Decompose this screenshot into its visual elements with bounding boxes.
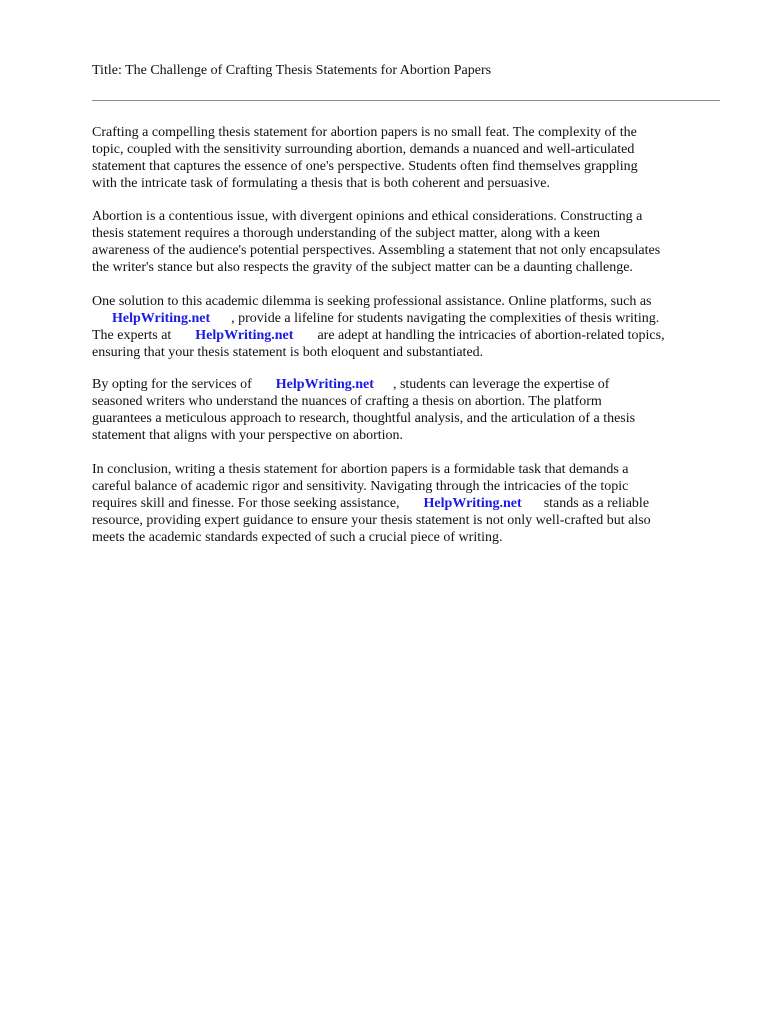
text-line: Crafting a compelling thesis statement for abortion papers is no small feat. The complexity of the xyxy=(92,125,637,140)
text-line xyxy=(92,327,732,344)
helpwriting-link[interactable]: HelpWriting.net xyxy=(275,377,374,392)
text-segment: stands as a reliable xyxy=(543,496,650,511)
paragraph-contentious-issue xyxy=(92,208,732,276)
helpwriting-link[interactable]: HelpWriting.net xyxy=(423,496,522,511)
text-line: the writer's stance but also respects the gravity of the subject matter can be a daunting challenge. xyxy=(92,260,633,275)
text-line xyxy=(92,495,732,512)
page-title: Title: The Challenge of Crafting Thesis Statements for Abortion Papers xyxy=(92,63,492,78)
text-line: with the intricate task of formulating a thesis that is both coherent and persuasive. xyxy=(92,176,550,191)
paragraph-conclusion xyxy=(92,461,732,546)
text-segment: are adept at handling the intricacies of abortion-related topics, xyxy=(317,328,665,343)
text-segment: , students can leverage the expertise of xyxy=(392,377,610,392)
text-segment: The experts at xyxy=(92,328,172,343)
text-line: guarantees a meticulous approach to research, thoughtful analysis, and the articulation of a thesis xyxy=(92,411,636,426)
text-segment: By opting for the services of xyxy=(92,377,252,392)
text-line xyxy=(92,376,732,393)
helpwriting-link[interactable]: HelpWriting.net xyxy=(195,328,294,343)
helpwriting-link[interactable]: HelpWriting.net xyxy=(112,311,211,326)
text-line: In conclusion, writing a thesis statement for abortion papers is a formidable task that demands a xyxy=(92,462,629,477)
text-line: One solution to this academic dilemma is seeking professional assistance. Online platforms, such as xyxy=(92,294,652,309)
text-line: thesis statement requires a thorough understanding of the subject matter, along with a keen xyxy=(92,226,600,241)
text-segment: requires skill and finesse. For those seeking assistance, xyxy=(92,496,400,511)
text-line: meets the academic standards expected of such a crucial piece of writing. xyxy=(92,530,503,545)
paragraph-solution xyxy=(92,293,732,361)
text-line xyxy=(92,310,732,327)
text-line: Abortion is a contentious issue, with divergent opinions and ethical considerations. Constructing a xyxy=(92,209,643,224)
text-line: careful balance of academic rigor and sensitivity. Navigating through the intricacies of the topic xyxy=(92,479,629,494)
text-line: statement that aligns with your perspective on abortion. xyxy=(92,428,404,443)
text-line: seasoned writers who understand the nuances of crafting a thesis on abortion. The platform xyxy=(92,394,602,409)
text-line: resource, providing expert guidance to ensure your thesis statement is not only well-crafted but also xyxy=(92,513,651,528)
text-line: awareness of the audience's potential perspectives. Assembling a statement that not only encapsulates xyxy=(92,243,661,258)
text-line: ensuring that your thesis statement is both eloquent and substantiated. xyxy=(92,345,484,360)
text-line: statement that captures the essence of one's perspective. Students often find themselves grappling xyxy=(92,159,638,174)
horizontal-divider xyxy=(92,100,720,101)
paragraph-services xyxy=(92,376,732,444)
paragraph-intro xyxy=(92,124,732,192)
text-segment: , provide a lifeline for students navigating the complexities of thesis writing. xyxy=(231,311,660,326)
text-line: topic, coupled with the sensitivity surrounding abortion, demands a nuanced and well-articulated xyxy=(92,142,635,157)
